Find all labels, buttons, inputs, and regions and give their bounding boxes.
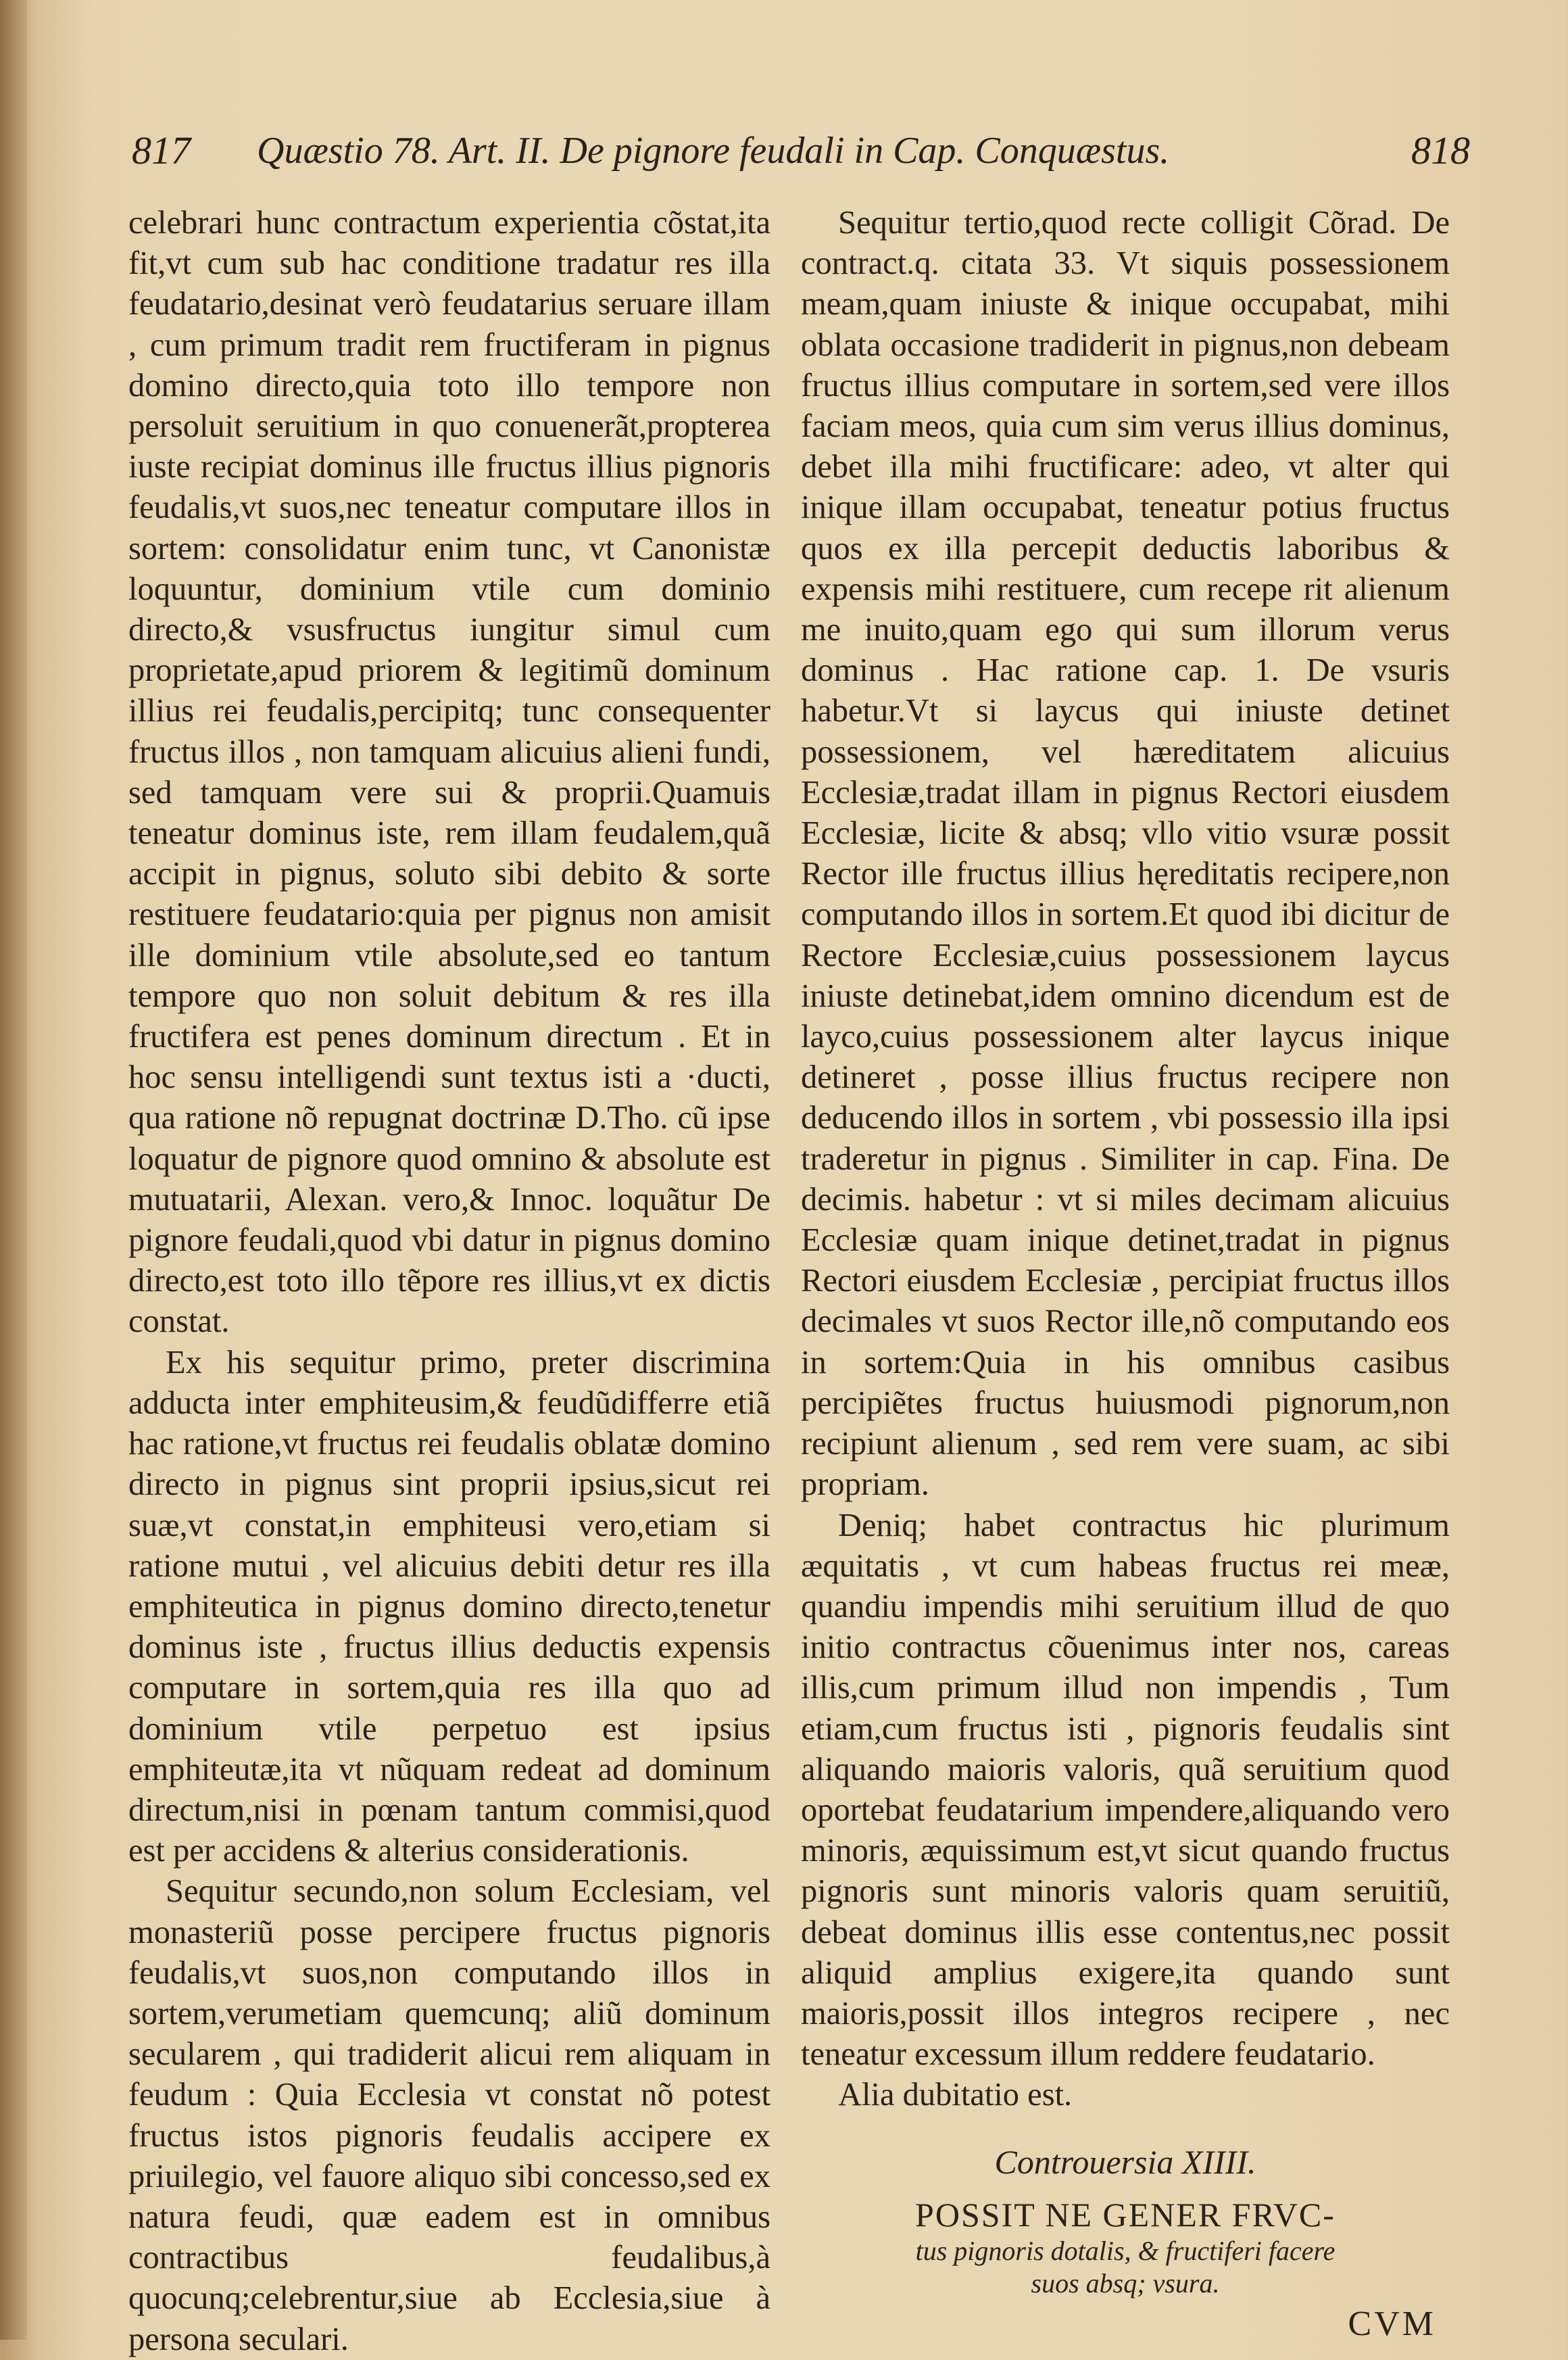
paragraph: Sequitur secundo,non solum Ecclesiam, vel monasteriũ posse percipere fructus pignoris feudalis,vt suos,non computando illos in sortem,verumetiam quemcunq; aliũ dominum secularem , qui tradiderit alicui rem aliquam in feudum : Quia Ecclesia vt constat nõ potest fructus istos pignoris feudalis accipere ex priuilegio, vel fauore aliquo sibi concesso,sed ex natura feudi, quæ eadem est in omnibus contractibus feudalibus,à quocunq;celebrentur,siue ab Ecclesia,siue à persona seculari. <box>128 1873 770 2357</box>
catchword: CVM <box>1348 2304 1436 2343</box>
left-column <box>128 203 770 2360</box>
controversy-subtitle-line-2: suos absq; vsura. <box>1031 2267 1220 2298</box>
paragraph: Ex his sequitur primo, preter discrimina adducta inter emphiteusim,& feudũdifferre etiã hac ratione,vt fructus rei feudalis oblatæ domino directo in pignus sint proprii ipsius,sicut rei suæ,vt constat,in emphiteusi vero,etiam si ratione mutui , vel alicuius debiti detur res illa emphiteutica in pignus domino directo,tenetur dominus iste , fructus illius deductis expensis computare in sortem,quia res illa quo ad dominium vtile perpetuo est ipsius emphiteutæ,ita vt nũquam redeat ad dominum directum,nisi in pœnam tantum commisi,quod est per accidens & alterius considerationis. <box>128 1344 770 1869</box>
paragraph: Deniq; habet contractus hic plurimum æquitatis , vt cum habeas fructus rei meæ, quandiu impendis mihi seruitium illud de quo initio contractus cõuenimus inter nos, careas illis,cum primum illud non impendis , Tum etiam,cum fructus isti , pignoris feudalis sint aliquando maioris valoris, quã seruitium quod oportebat feudatarium impendere,aliquando vero minoris, æquissimum est,vt sicut quando fructus pignoris sunt minoris valoris quam seruitiũ, debeat dominus illis esse contentus,nec possit aliquid amplius exigere,ita quando sunt maioris,possit illos integros recipere , nec teneatur excessum illum reddere feudatario. <box>801 1507 1450 2073</box>
paragraph: Alia dubitatio est. <box>838 2077 1073 2113</box>
controversy-title: Controuersia XIIII. <box>994 2142 1256 2181</box>
right-column <box>801 203 1450 2344</box>
paragraph: celebrari hunc contractum experientia cõstat,ita fit,vt cum sub hac conditione tradatur res illa feudatario,desinat verò feudatarius seruare illam , cum primum tradit rem fructiferam in pignus domino directo,quia toto illo tempore non persoluit seruitium in quo conuenerãt,propterea iuste recipiat dominus ille fructus illius pignoris feudalis,vt suos,nec teneatur computare illos in sortem: consolidatur enim tunc, vt Canonistæ loquuntur, dominium vtile cum dominio directo,& vsusfructus iungitur simul cum proprietate,apud priorem & legitimũ dominum illius rei feudalis,percipitq; tunc consequenter fructus illos , non tamquam alicuius alieni fundi, sed tamquam vere sui & proprii.Quamuis teneatur dominus iste, rem illam feudalem,quã accipit in pignus, soluto sibi debito & sorte restituere feudatario:quia per pignus non amisit ille dominium vtile absolute,sed eo tantum tempore quo non soluit debitum & res illa fructifera est penes dominum directum . Et in hoc sensu intelligendi sunt textus isti a ·ducti, qua ratione nõ repugnat doctrinæ D.Tho. cũ ipse loquatur de pignore quod omnino & absolute est mutuatarii, Alexan. vero,& Innoc. loquãtur De pignore feudali,quod vbi datur in pignus domino directo,est toto illo tẽpore res illius,vt ex dictis constat. <box>128 205 770 1340</box>
running-title: Quæstio 78. Art. II. De pignore feudali in Cap. Conquæstus. <box>257 130 1170 172</box>
page-gutter-shadow <box>0 0 27 2340</box>
page-number-left: 817 <box>132 128 191 172</box>
controversy-subtitle-line-1: tus pignoris dotalis, & fructiferi facere <box>915 2235 1336 2266</box>
page-number-right: 818 <box>1411 128 1470 172</box>
controversy-heading-caps: POSSIT NE GENER FRVC- <box>915 2195 1336 2234</box>
running-header <box>132 114 1470 188</box>
paragraph: Sequitur tertio,quod recte colligit Cõrad. De contract.q. citata 33. Vt siquis possessionem meam,quam iniuste & inique occupabat, mihi oblata occasione tradiderit in pignus,non debeam fructus illius computare in sortem,sed vere illos faciam meos, quia cum sim verus illius dominus, debet illa mihi fructificare: adeo, vt alter qui inique illam occupabat, teneatur potius fructus quos ex illa percepit deductis laboribus & expensis mihi restituere, cum recepe rit alienum me inuito,quam ego qui sum illorum verus dominus . Hac ratione cap. 1. De vsuris habetur.Vt si laycus qui iniuste detinet possessionem, vel hæreditatem alicuius Ecclesiæ,tradat illam in pignus Rectori eiusdem Ecclesiæ, licite & absq; vllo vitio vsuræ possit Rector ille fructus illius hęreditatis recipere,non computando illos in sortem.Et quod ibi dicitur de Rectore Ecclesiæ,cuius possessionem laycus iniuste detinebat,idem omnino dicendum est de layco,cuius possessionem alter laycus inique detineret , posse illius fructus recipere non deducendo illos in sortem , vbi possessio illa ipsi traderetur in pignus . Similiter in cap. Fina. De decimis. habetur : vt si miles decimam alicuius Ecclesiæ quam inique detinet,tradat in pignus Rectori eiusdem Ecclesiæ , percipiat fructus illos decimales vt suos Rector ille,nõ computando eos in sortem:Quia in his omnibus casibus percipiẽtes fructus huiusmodi pignorum,non recipiunt alienum , sed rem vere suam, ac sibi propriam. <box>801 205 1450 1503</box>
